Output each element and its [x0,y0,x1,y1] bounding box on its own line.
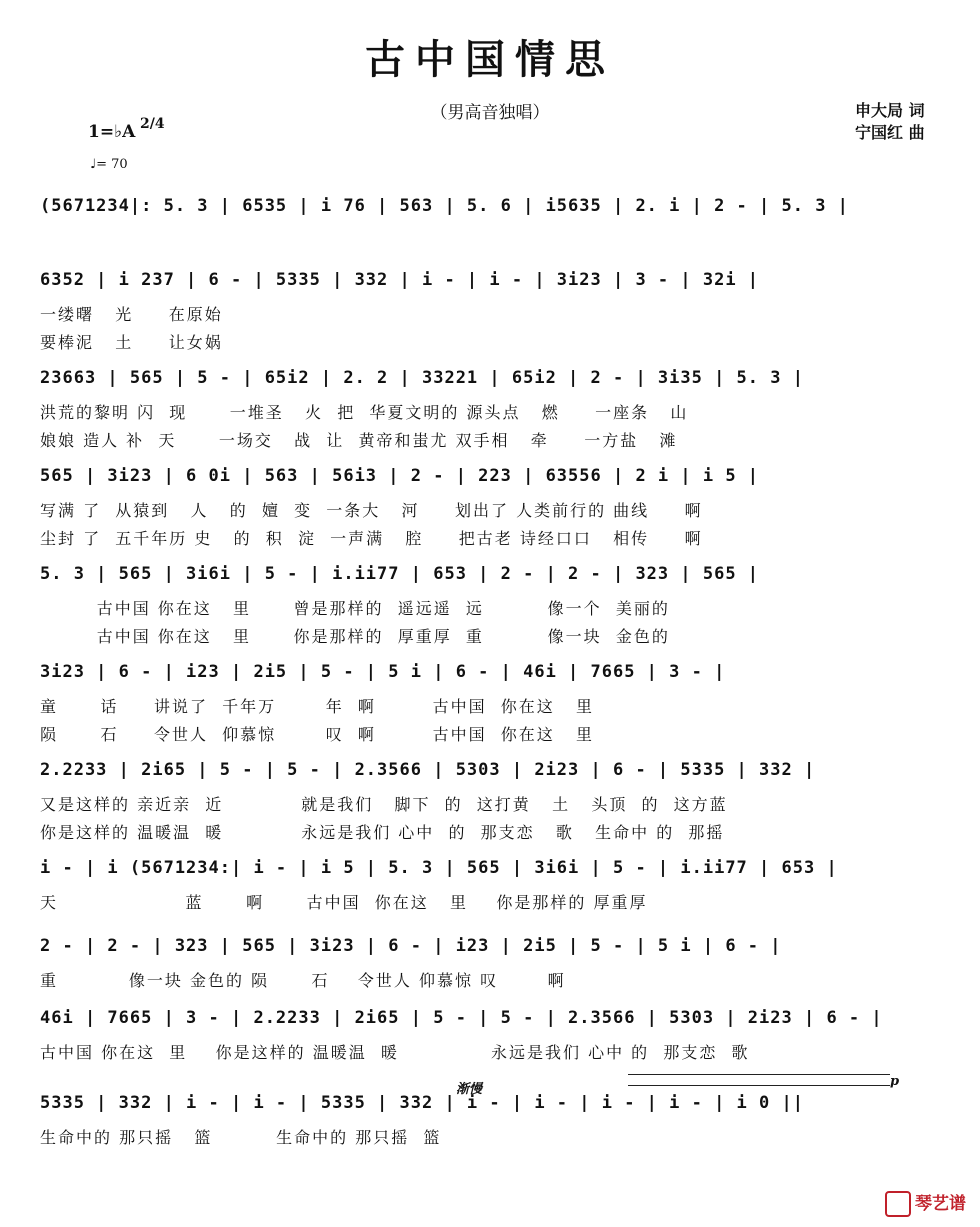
notation-line: 23663 | 565 | 5 - | 65i2 | 2. 2 | 33221 | 65i2 | 2 - | 3i35 | 5. 3 | [40,368,804,388]
lyric-line: 一缕曙 光 在原始 [40,305,223,324]
lyric-line: 古中国 你在这 里 曾是那样的 遥远遥 远 像一个 美丽的 [40,599,670,618]
lyric-line: 重 像一块 金色的 陨 石 令世人 仰慕惊 叹 啊 [40,971,566,990]
notation-line: 2.2233 | 2i65 | 5 - | 5 - | 2.3566 | 5303 | 2i23 | 6 - | 5335 | 332 | [40,760,816,780]
lyric-line: 又是这样的 亲近亲 近 就是我们 脚下 的 这打黄 土 头顶 的 这方蓝 [40,795,728,814]
key-signature: 1=♭A [88,122,136,142]
lyric-line: 童 话 讲说了 千年万 年 啊 古中国 你在这 里 [40,697,595,716]
lyric-line: 娘娘 造人 补 天 一场交 战 让 黄帝和蚩尤 双手相 牵 一方盐 滩 [40,431,678,450]
score-system [40,556,945,596]
tempo-marking: ♩= 70 [90,157,128,172]
score-system [40,360,945,400]
score-system [40,752,945,792]
score-subtitle: （男高音独唱） [430,103,550,123]
lyric-line: 天 蓝 啊 古中国 你在这 里 你是那样的 厚重厚 [40,893,648,912]
score-system [40,1000,945,1040]
score-title: 古中国情思 [365,37,615,83]
score-system [40,1085,945,1125]
score-system [40,928,945,968]
dynamic-marking: p [890,1074,900,1089]
lyric-line: 古中国 你在这 里 你是这样的 温暖温 暖 永远是我们 心中 的 那支恋 歌 [40,1043,750,1062]
diminuendo-hairpin [628,1074,890,1086]
notation-line: (5671234|: 5. 3 | 6535 | i 76 | 563 | 5. 6 | i5635 | 2. i | 2 - | 5. 3 | [40,196,849,216]
lyric-line: 古中国 你在这 里 你是那样的 厚重厚 重 像一块 金色的 [40,627,670,646]
lyric-line: 生命中的 那只摇 篮 生命中的 那只摇 篮 [40,1128,442,1147]
score-system [40,850,945,890]
watermark-text: 琴艺谱 [915,1194,966,1214]
lyric-line: 你是这样的 温暖温 暖 永远是我们 心中 的 那支恋 歌 生命中 的 那摇 [40,823,725,842]
notation-line: 46i | 7665 | 3 - | 2.2233 | 2i65 | 5 - | 5 - | 2.3566 | 5303 | 2i23 | 6 - | [40,1008,883,1028]
watermark-logo [885,1189,966,1217]
watermark-icon [885,1191,911,1217]
ritardando-marking: 渐慢 [456,1082,483,1097]
lyric-line: 洪荒的黎明 闪 现 一堆圣 火 把 华夏文明的 源头点 燃 一座条 山 [40,403,689,422]
score-system [40,262,945,302]
notation-line: 565 | 3i23 | 6 0i | 563 | 56i3 | 2 - | 223 | 63556 | 2 i | i 5 | [40,466,760,486]
score-system [40,188,945,228]
lyric-line: 写满 了 从猿到 人 的 嬗 变 一条大 河 划出了 人类前行的 曲线 啊 [40,501,703,520]
time-signature: 2/4 [140,116,165,132]
notation-line: 5. 3 | 565 | 3i6i | 5 - | i.ii77 | 653 | 2 - | 2 - | 323 | 565 | [40,564,760,584]
lyric-line: 要棒泥 土 让女娲 [40,333,223,352]
notation-line: i - | i (5671234:| i - | i 5 | 5. 3 | 565 | 3i6i | 5 - | i.ii77 | 653 | [40,858,838,878]
lyricist-credit: 申大局 词 [855,101,925,120]
score-system [40,458,945,498]
notation-line: 5335 | 332 | i - | i - | 5335 | 332 | i - | i - | i - | i - | i 0 || [40,1093,804,1113]
notation-line: 2 - | 2 - | 323 | 565 | 3i23 | 6 - | i23 | 2i5 | 5 - | 5 i | 6 - | [40,936,782,956]
composer-credit: 宁国红 曲 [855,123,925,142]
lyric-line: 陨 石 令世人 仰慕惊 叹 啊 古中国 你在这 里 [40,725,595,744]
score-system [40,654,945,694]
lyric-line: 尘封 了 五千年历 史 的 积 淀 一声满 腔 把古老 诗经口口 相传 啊 [40,529,703,548]
notation-line: 3i23 | 6 - | i23 | 2i5 | 5 - | 5 i | 6 - | 46i | 7665 | 3 - | [40,662,726,682]
notation-line: 6352 | i 237 | 6 - | 5335 | 332 | i - | i - | 3i23 | 3 - | 32i | [40,270,760,290]
